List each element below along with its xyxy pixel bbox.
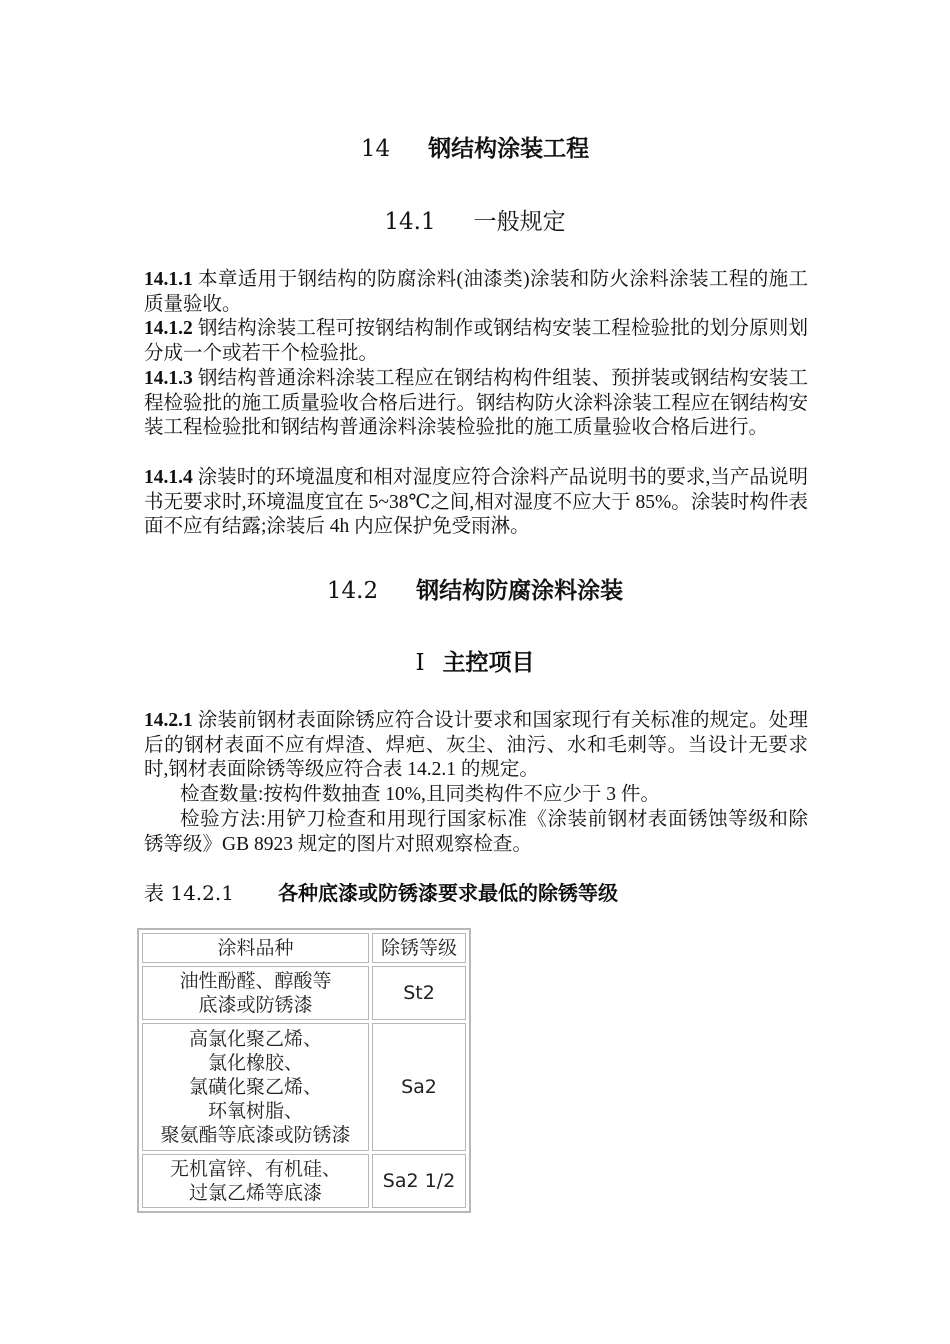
check-quantity: 检查数量:按构件数抽查 10%,且同类构件不应少于 3 件。 — [180, 784, 660, 805]
section-number: 14.1 — [384, 209, 436, 235]
chapter-title: 钢结构涂装工程 — [428, 135, 590, 162]
clause-number: 14.1.2 — [144, 318, 193, 339]
clause-14-1-1 — [144, 268, 808, 317]
header-derusting-grade: 除锈等级 — [372, 933, 466, 963]
coating-type-line: 底漆或防锈漆 — [198, 994, 313, 1016]
table-caption — [144, 880, 618, 906]
chapter-heading — [0, 134, 950, 164]
clause-number: 14.2.1 — [144, 710, 193, 731]
clause-text: 本章适用于钢结构的防腐涂料(油漆类)涂装和防火涂料涂装工程的施工质量验收。 — [144, 269, 808, 315]
grade-cell: Sa2 — [372, 1023, 466, 1151]
clause-number: 14.1.3 — [144, 368, 193, 389]
table-title: 各种底漆或防锈漆要求最低的除锈等级 — [277, 881, 618, 905]
coating-type-cell — [142, 1023, 369, 1151]
subsection-heading — [0, 648, 950, 678]
section-title: 一般规定 — [473, 209, 566, 235]
clause-14-2-1 — [144, 709, 808, 783]
coating-type-line: 聚氨酯等底漆或防锈漆 — [160, 1124, 351, 1146]
coating-type-cell — [142, 1154, 369, 1208]
clause-text: 涂装前钢材表面除锈应符合设计要求和国家现行有关标准的规定。处理后的钢材表面不应有焊渣、焊疤、灰尘、油污、水和毛刺等。当设计无要求时,钢材表面除锈等级应符合表 14.2.1 的规定。 — [144, 710, 808, 780]
table-row — [142, 966, 466, 1020]
coating-type-line: 油性酚醛、醇酸等 — [179, 970, 332, 992]
check-method: 检验方法:用铲刀检查和用现行国家标准《涂装前钢材表面锈蚀等级和除锈等级》GB 8923 规定的图片对照观察检查。 — [144, 809, 808, 855]
table-row — [142, 1154, 466, 1208]
section-number: 14.2 — [326, 578, 379, 604]
clause-number: 14.1.4 — [144, 467, 193, 488]
chapter-number: 14 — [360, 136, 391, 162]
grade-cell: Sa2 1/2 — [372, 1154, 466, 1208]
coating-type-line: 氯化橡胶、 — [207, 1052, 303, 1074]
clause-14-1-3 — [144, 367, 808, 441]
table-number: 表 14.2.1 — [144, 881, 234, 905]
derusting-grade-table — [137, 928, 471, 1213]
header-coating-type: 涂料品种 — [142, 933, 369, 963]
clause-text: 涂装时的环境温度和相对湿度应符合涂料产品说明书的要求,当产品说明书无要求时,环境温度宜在 5~38℃之间,相对湿度不应大于 85%。涂装时构件表面不应有结露;涂装后 4h 内应保护免受雨淋。 — [144, 467, 808, 537]
section-heading-14-1 — [0, 207, 950, 237]
clause-14-1-2 — [144, 317, 808, 366]
table-header-row — [142, 933, 466, 963]
coating-type-line: 环氧树脂、 — [207, 1100, 303, 1122]
clause-text: 钢结构普通涂料涂装工程应在钢结构构件组装、预拼装或钢结构安装工程检验批的施工质量验收合格后进行。钢结构防火涂料涂装工程应在钢结构安装工程检验批和钢结构普通涂料涂装检验批的施工质量验收合格后进行。 — [144, 368, 808, 438]
coating-type-line: 过氯乙烯等底漆 — [188, 1182, 322, 1204]
coating-type-line: 无机富锌、有机硅、 — [169, 1158, 341, 1180]
coating-type-line: 高氯化聚乙烯、 — [188, 1028, 322, 1050]
table-row — [142, 1023, 466, 1151]
clause-number: 14.1.1 — [144, 269, 193, 290]
section-heading-14-2 — [0, 576, 950, 606]
coating-type-cell — [142, 966, 369, 1020]
section-title: 钢结构防腐涂料涂装 — [416, 577, 624, 604]
subsection-number: Ⅰ — [415, 650, 425, 676]
clause-text: 钢结构涂装工程可按钢结构制作或钢结构安装工程检验批的划分原则划分成一个或若干个检验批。 — [144, 318, 808, 364]
grade-cell: St2 — [372, 966, 466, 1020]
clause-14-1-4 — [144, 466, 808, 540]
coating-type-line: 氯磺化聚乙烯、 — [188, 1076, 322, 1098]
subsection-title: 主控项目 — [442, 649, 535, 676]
